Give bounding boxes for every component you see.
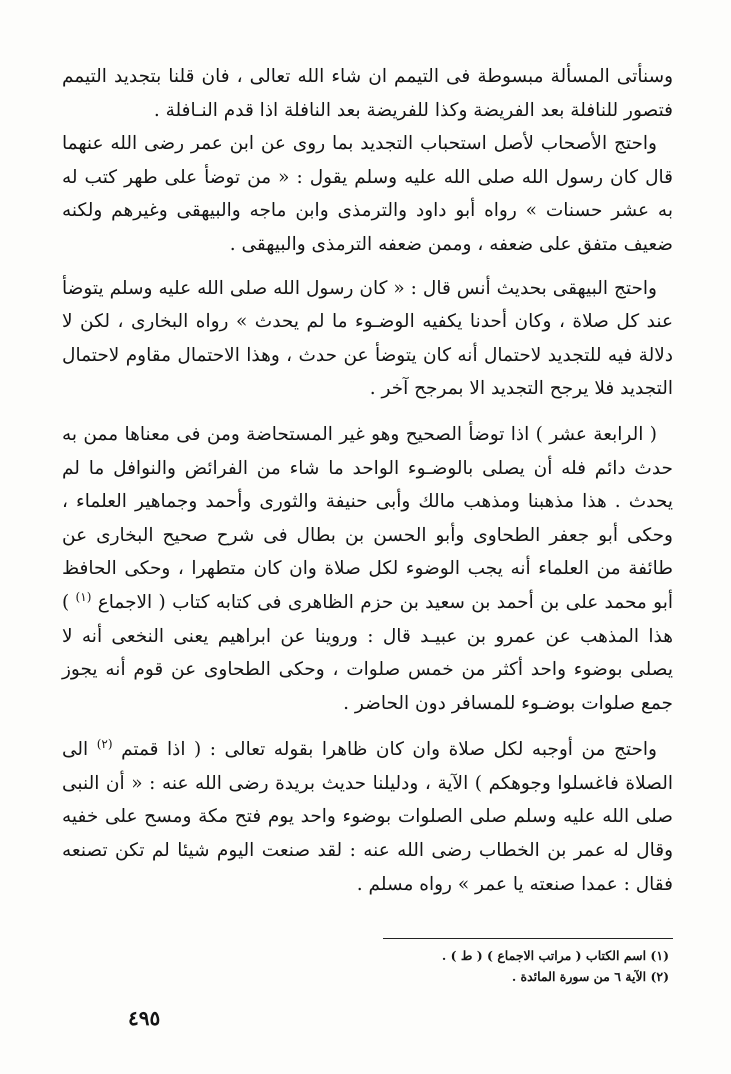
paragraph-part: الى الصلاة فاغسلوا وجوهكم ) الآية ، ودليلنا حديث بريدة رضى الله عنه : « أن النبى صلى الله عليه وسلم صلى الصلوات بوضوء واحد يوم فتح مكة ومسح على خفيه وقال له عمر بن الخطاب رضى الله عنه : لقد صنعت اليوم شيئا لم تكن تصنعه فقال : عمدا صنعته يا عمر » رواه مسلم . <box>62 739 673 895</box>
footnote-divider <box>383 938 673 939</box>
paragraph-part: واحتج من أوجبه لكل صلاة وان كان ظاهرا بقوله تعالى : ( اذا قمتم <box>121 739 657 761</box>
page-number: ٤٩٥ <box>128 1006 161 1030</box>
paragraph-part: ( الرابعة عشر ) اذا توضأ الصحيح وهو غير المستحاضة ومن فى معناها ممن به حدث دائم فله أن يصلى بالوضـوء الواحد ما شاء من الفرائض والنوافل ما لم يحدث . هذا مذهبنا ومذهب مالك وأبى حنيفة والثورى وأحمد وجماهير العلماء ، وحكى أبو جعفر الطحاوى وأبو الحسن بن بطال فى شرح صحيح البخارى عن طائفة من العلماء أنه يجب الوضوء لكل صلاة وان كان متطهرا ، وحكى الحافظ أبو محمد على بن أحمد بن سعيد بن حزم الظاهرى فى كتابه كتاب ( الاجماع <box>62 423 673 613</box>
paragraph-part: ) هذا المذهب عن عمرو بن عبيـد قال : وروينا عن ابراهيم يعنى النخعى أنه لا يصلى بوضوء واحد أكثر من خمس صلوات ، وحكى الطحاوى عن قوم أنه يجوز جمع صلوات بوضـوء للمسافر دون الحاضر . <box>62 591 673 714</box>
paragraph <box>62 418 673 720</box>
footnote-ref-1[interactable]: (١) <box>75 589 92 604</box>
paragraph: واحتج البيهقى بحديث أنس قال : « كان رسول الله صلى الله عليه وسلم يتوضأ عند كل صلاة ، وكان أحدنا يكفيه الوضـوء ما لم يحدث » رواه البخارى ، لكن لا دلالة فيه للتجديد لاحتمال أنه كان يتوضأ عن حدث ، وهذا الاحتمال مقاوم لاحتمال التجديد فلا يرجح التجديد الا بمرجح آخر . <box>62 277 673 400</box>
body-text <box>62 60 673 901</box>
footnote-1: (١) اسم الكتاب ( مراتب الاجماع ) ( ط ) . <box>441 948 669 963</box>
footnote-2: (٢) الآية ٦ من سورة المائدة . <box>511 969 669 984</box>
footnote-ref-2[interactable]: (٢) <box>96 737 113 752</box>
paragraph <box>62 733 673 901</box>
paragraph: وسنأتى المسألة مبسوطة فى التيمم ان شاء الله تعالى ، فان قلنا بتجديد التيمم فتصور للنافلة بعد الفريضة وكذا للفريضة بعد النافلة اذا قدم النـافلة . <box>62 66 673 121</box>
footnotes <box>330 945 669 987</box>
paragraph: واحتج الأصحاب لأصل استحباب التجديد بما روى عن ابن عمر رضى الله عنهما قال كان رسول الله صلى الله عليه وسلم يقول : « من توضأ على طهر كتب له به عشر حسنات » رواه أبو داود والترمذى وابن ماجه والبيهقى وغيرهم ولكنه ضعيف متفق على ضعفه ، وممن ضعفه الترمذى والبيهقى . <box>62 133 673 255</box>
